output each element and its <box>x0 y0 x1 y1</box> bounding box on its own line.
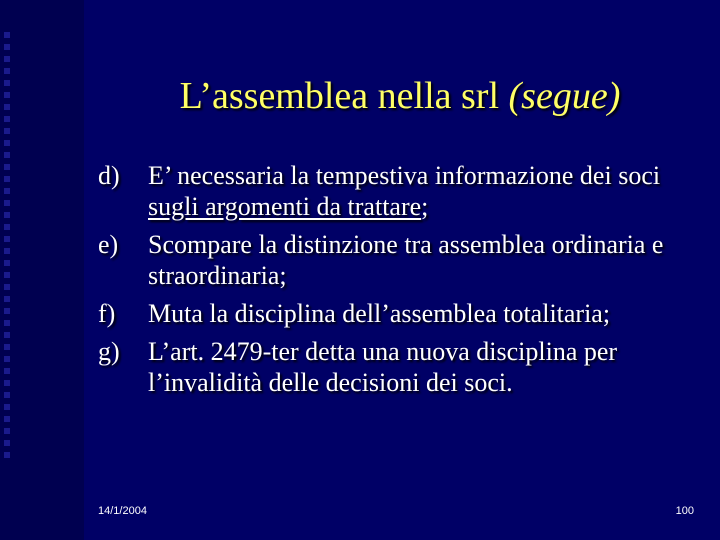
left-decorative-strip <box>0 0 84 540</box>
footer-date: 14/1/2004 <box>98 505 147 517</box>
list-text: Muta la disciplina dell’assemblea totalitaria; <box>148 299 611 328</box>
decorative-squares <box>4 32 22 502</box>
list-item-f <box>98 298 698 329</box>
underlined-text: sugli argomenti da trattare <box>148 192 422 221</box>
title-main: L’assemblea nella srl <box>179 75 509 117</box>
list-item-g <box>98 336 698 398</box>
list-text: Scompare la distinzione tra assemblea ordinaria e straordinaria; <box>148 230 664 290</box>
page-number: 100 <box>675 505 694 517</box>
list-letter: d) <box>98 161 120 190</box>
list-letter: e) <box>98 230 119 259</box>
list-item-d <box>98 160 698 222</box>
list-letter: g) <box>98 337 120 366</box>
list-letter: f) <box>98 299 116 328</box>
bullet-list <box>98 160 698 405</box>
list-item-e <box>98 229 698 291</box>
list-text: E’ necessaria la tempestiva informazione dei soci sugli argomenti da trattare; <box>148 161 661 221</box>
list-text: L’art. 2479-ter detta una nuova disciplina per l’invalidità delle decisioni dei soci. <box>148 337 618 397</box>
title-italic: (segue) <box>508 75 621 117</box>
slide-title <box>120 74 680 118</box>
